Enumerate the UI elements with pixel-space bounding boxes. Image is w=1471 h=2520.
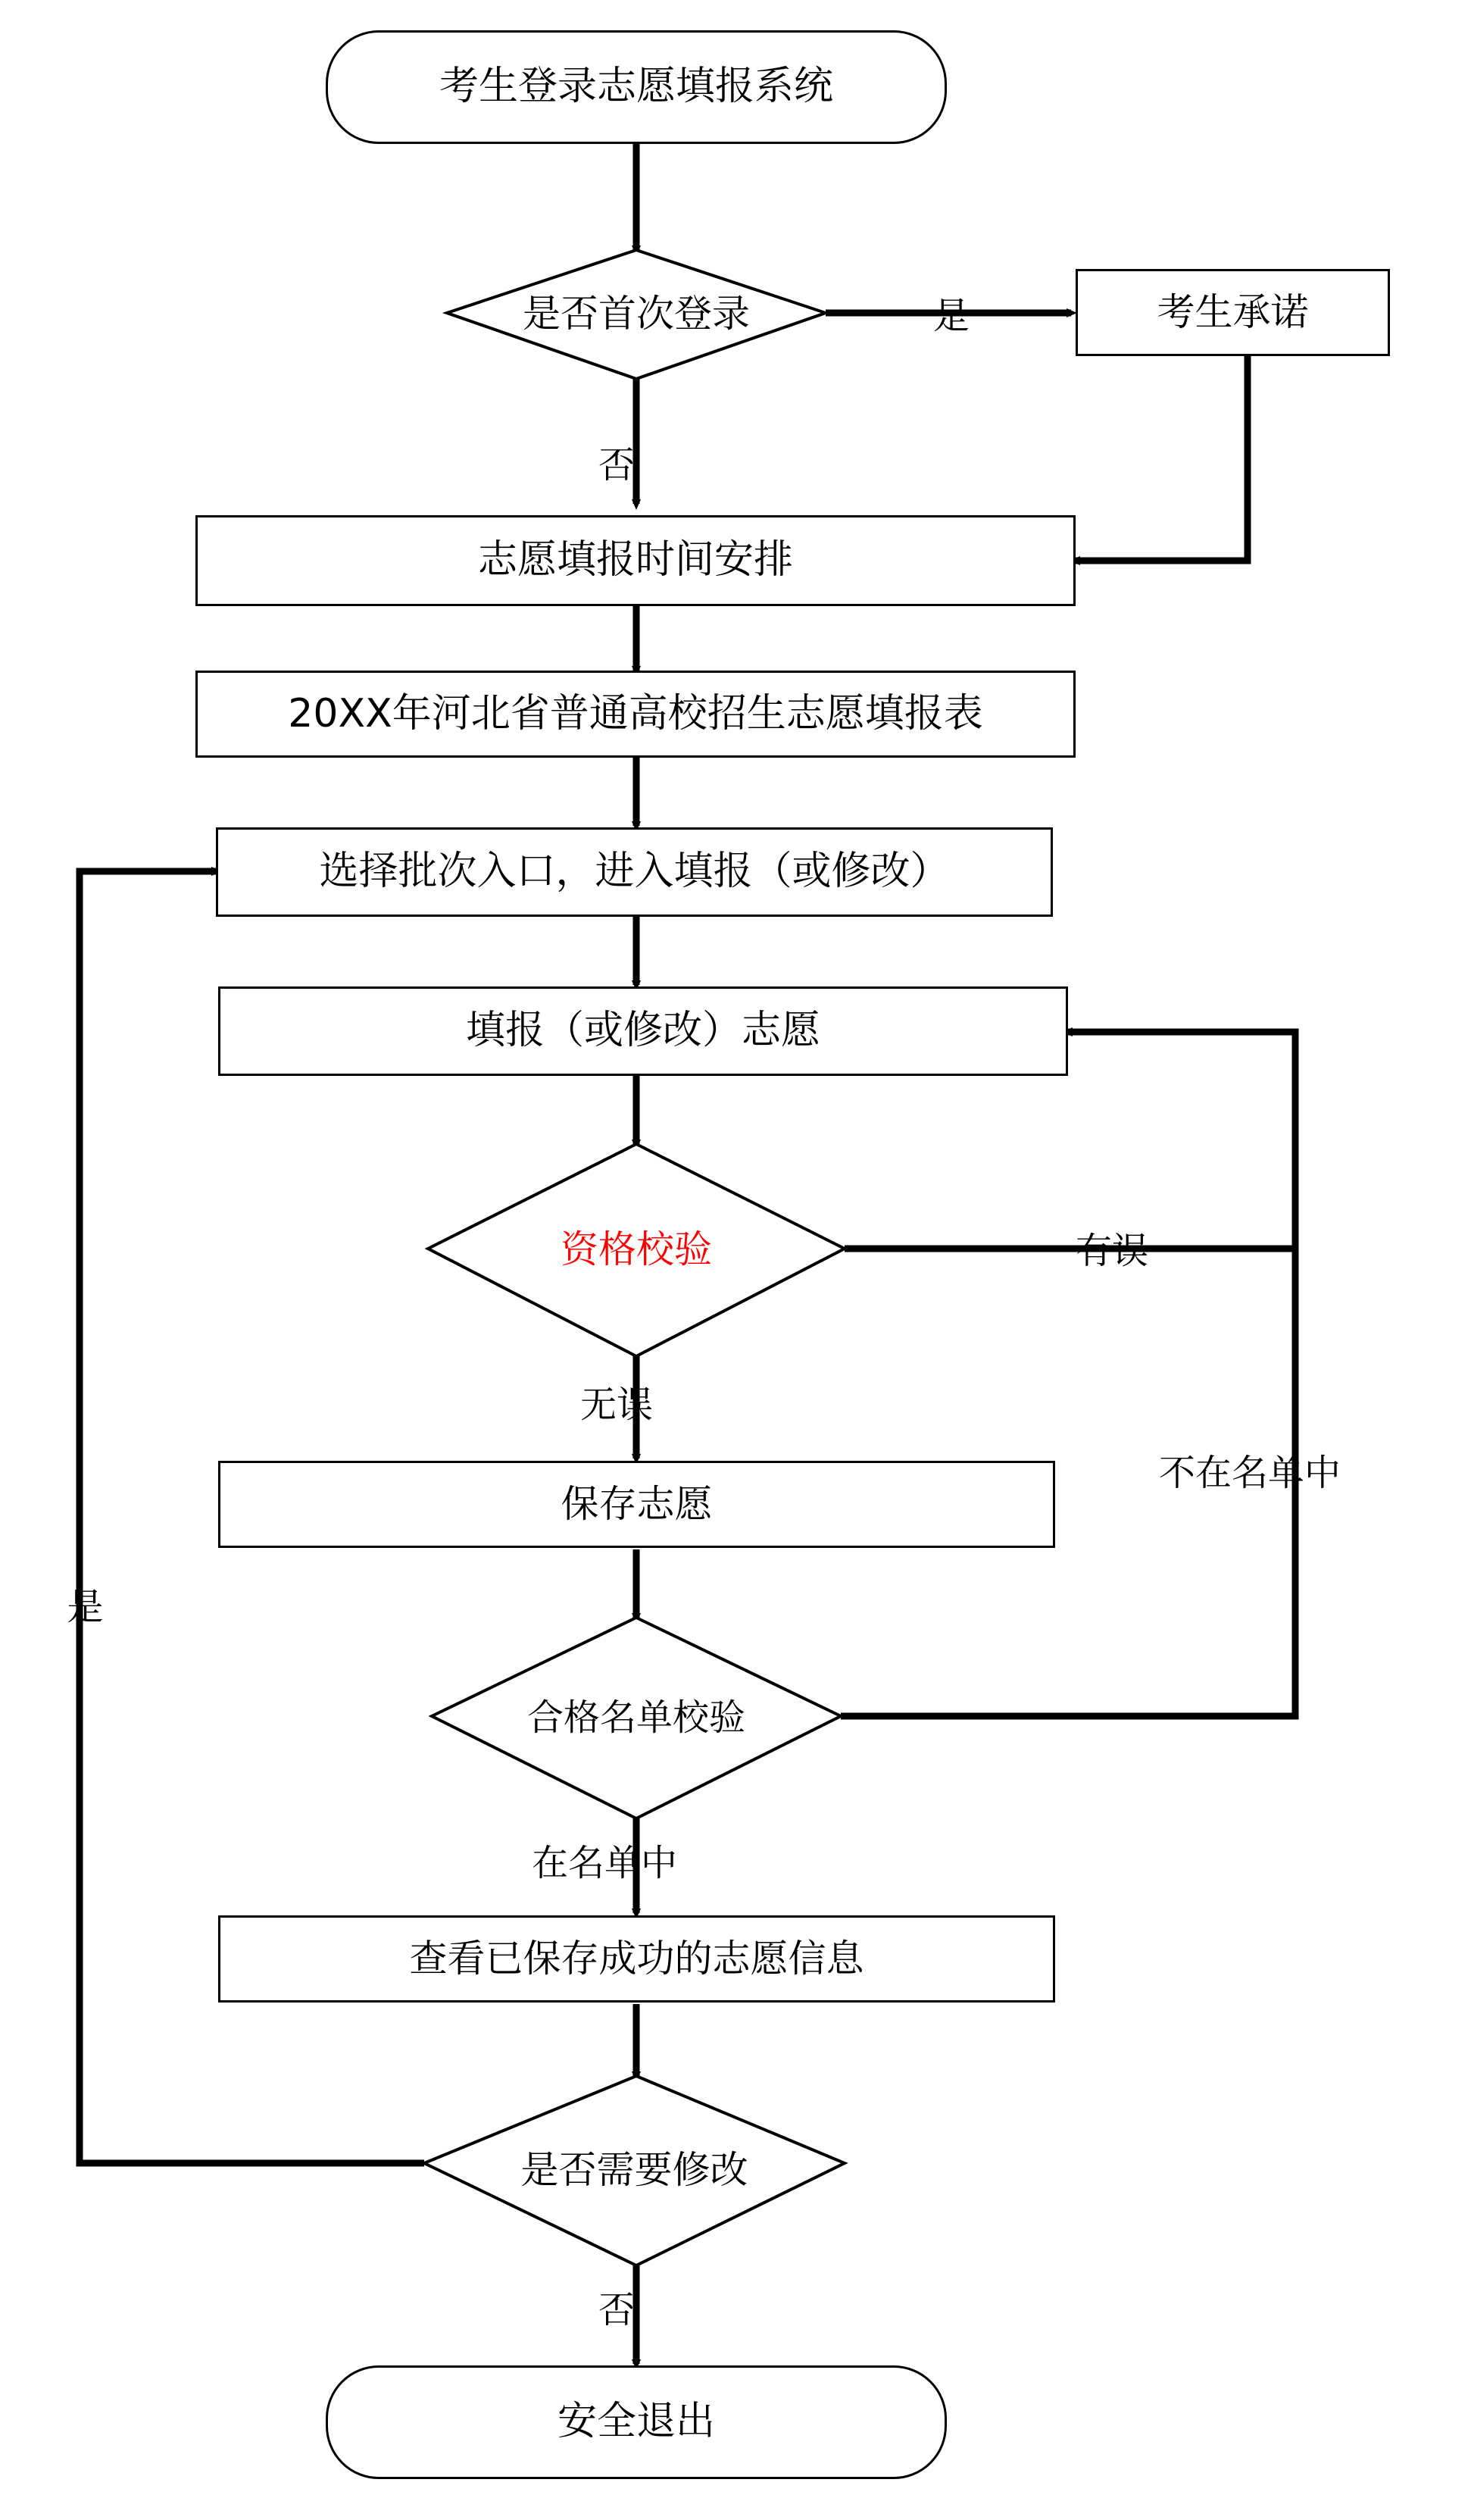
node-need-modify [424, 2076, 845, 2265]
node-login-label: 考生登录志愿填报系统 [439, 64, 833, 110]
edge-label-need-modify-no: 否 [598, 2289, 636, 2331]
node-exit [326, 2365, 947, 2479]
node-save-label: 保存志愿 [561, 1481, 713, 1526]
edge-label-in-list: 在名单中 [532, 1842, 678, 1884]
node-schedule-label: 志愿填报时间安排 [477, 537, 793, 583]
node-list-check [432, 1618, 841, 1818]
node-save [218, 1461, 1055, 1548]
edge-label-qualify-ok: 无误 [580, 1383, 654, 1426]
node-batch-label: 选择批次入口，进入填报（或修改） [319, 849, 950, 895]
edge-label-qualify-error: 有误 [1076, 1230, 1149, 1272]
node-fill [218, 986, 1068, 1076]
node-list-check-label: 合格名单校验 [526, 1696, 745, 1739]
node-view [218, 1915, 1055, 2003]
node-qualify [428, 1144, 845, 1356]
node-first-login-label: 是否首次登录 [523, 292, 750, 336]
node-promise-label: 考生承诺 [1157, 289, 1309, 334]
node-login [326, 30, 947, 144]
node-need-modify-label: 是否需要修改 [520, 2148, 748, 2193]
node-exit-label: 安全退出 [557, 2399, 715, 2445]
node-qualify-label: 资格校验 [561, 1227, 712, 1272]
node-first-login [447, 250, 826, 379]
node-form-label: 20XX年河北省普通高校招生志愿填报表 [288, 690, 983, 736]
node-batch [216, 827, 1053, 917]
node-view-label: 查看已保存成功的志愿信息 [409, 1936, 864, 1981]
edge-label-first-login-yes: 是 [933, 295, 970, 337]
edge-label-need-modify-yes: 是 [61, 1587, 103, 1624]
edge-label-not-in-list: 不在名单中 [1159, 1452, 1341, 1494]
node-fill-label: 填报（或修改）志愿 [465, 1008, 820, 1054]
node-schedule [195, 515, 1076, 606]
node-form [195, 671, 1076, 758]
node-promise [1076, 269, 1390, 356]
edge-label-first-login-no: 否 [598, 444, 636, 486]
